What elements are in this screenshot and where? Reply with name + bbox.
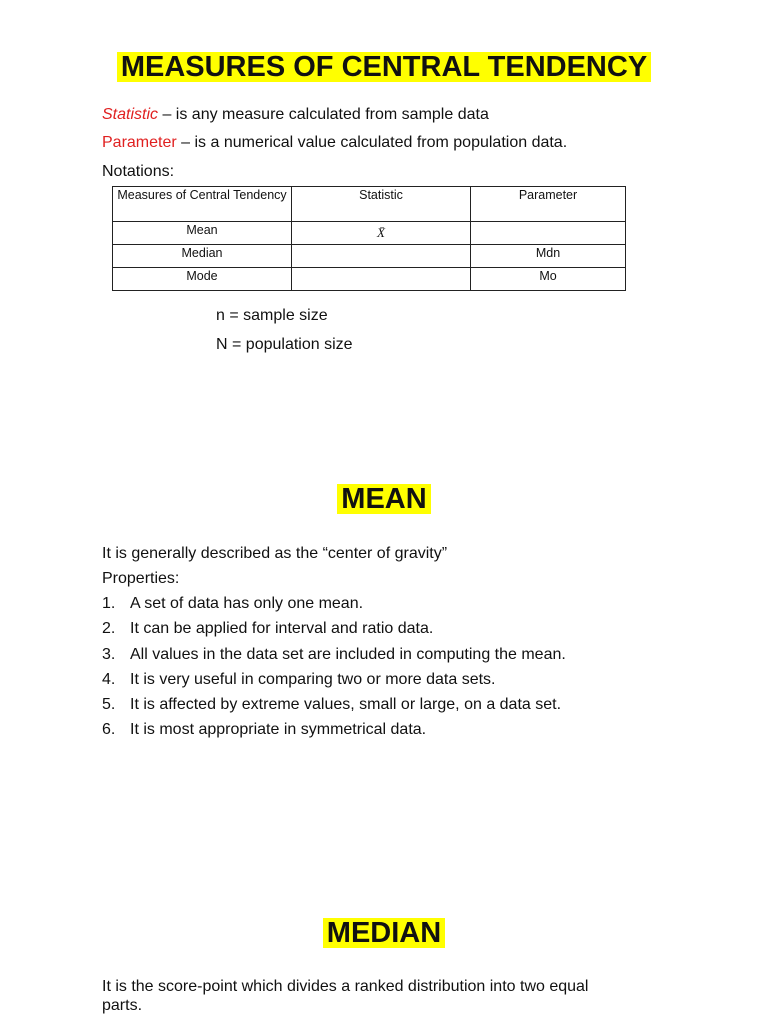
properties-list [102, 595, 566, 747]
median-description-line2: parts. [102, 997, 143, 1014]
table-cell [292, 222, 471, 245]
table-cell: Mo [471, 268, 626, 291]
mean-symbol: X̄ [377, 225, 385, 240]
page-title: MEASURES OF CENTRAL TENDENCY [117, 52, 651, 82]
mean-description: It is generally described as the “center of gravity” [102, 545, 448, 562]
title-container [0, 52, 768, 82]
mean-heading: MEAN [337, 484, 430, 514]
list-item: 2. It can be applied for interval and ratio data. [102, 620, 434, 638]
table-row [113, 222, 626, 245]
parameter-term: Parameter [102, 134, 177, 151]
notations-label: Notations: [102, 163, 175, 180]
statistic-text: – is any measure calculated from sample data [158, 106, 489, 123]
list-item: 6. It is most appropriate in symmetrical data. [102, 721, 427, 739]
population-size-note: N = population size [216, 336, 353, 353]
table-row [113, 268, 626, 291]
list-item: 1. A set of data has only one mean. [102, 595, 364, 612]
parameter-text: – is a numerical value calculated from population data. [176, 134, 568, 151]
table-cell: Mean [113, 222, 292, 245]
notation-table [112, 186, 626, 291]
table-cell: Mode [113, 268, 292, 291]
header-measures: Measures of Central Tendency [113, 187, 292, 222]
parameter-definition [102, 134, 567, 152]
header-parameter: Parameter [471, 187, 626, 222]
statistic-definition [102, 106, 489, 124]
list-item: 3. All values in the data set are included in computing the mean. [102, 645, 566, 663]
list-item: 4. It is very useful in comparing two or more data sets. [102, 670, 496, 688]
table-header-row [113, 187, 626, 222]
sample-size-note: n = sample size [216, 307, 328, 324]
median-heading-container [0, 918, 768, 948]
statistic-term: Statistic [102, 106, 159, 123]
table-row [113, 245, 626, 268]
table-cell: Median [113, 245, 292, 268]
table-cell: Mdn [471, 245, 626, 268]
header-statistic: Statistic [292, 187, 471, 222]
table-cell [471, 222, 626, 245]
properties-label: Properties: [102, 570, 180, 587]
list-item: 5. It is affected by extreme values, small or large, on a data set. [102, 696, 562, 714]
mean-heading-container [0, 484, 768, 514]
median-description-line1: It is the score-point which divides a ranked distribution into two equal [102, 978, 589, 995]
median-heading: MEDIAN [323, 918, 445, 948]
table-cell [292, 245, 471, 268]
table-cell [292, 268, 471, 291]
